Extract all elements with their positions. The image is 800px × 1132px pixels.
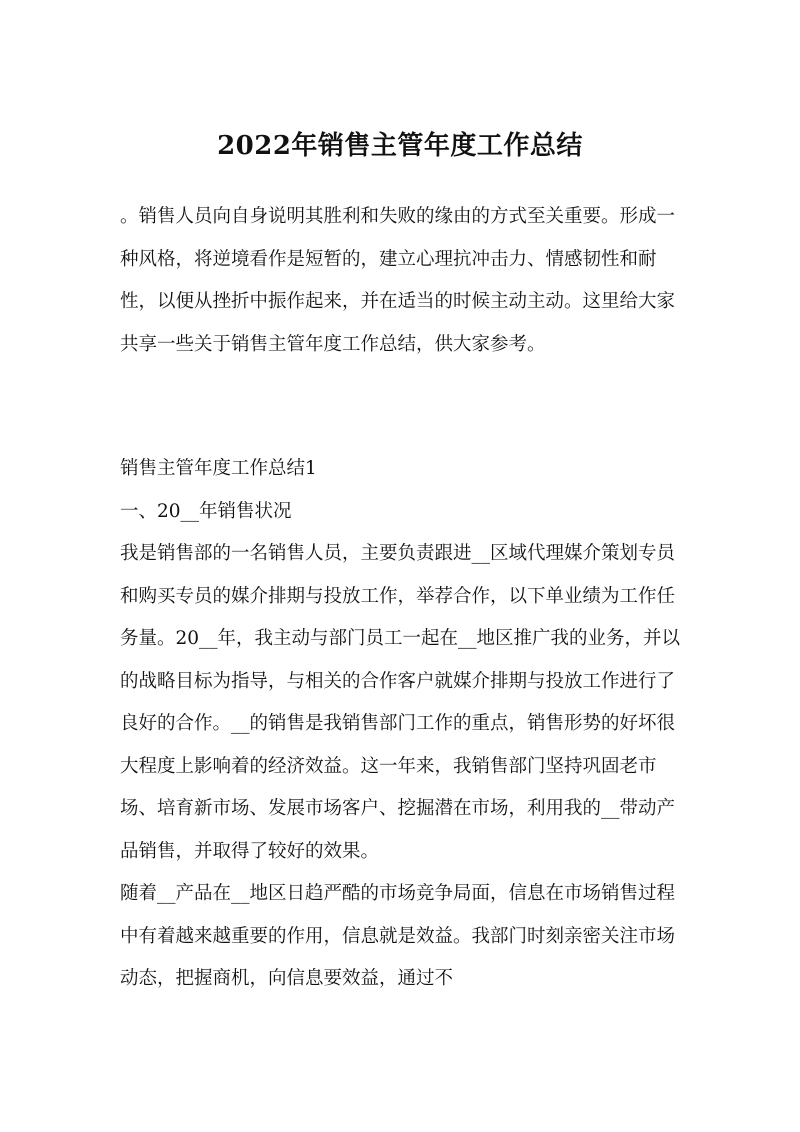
body-paragraph: 我是销售部的一名销售人员，主要负责跟进__区域代理媒介策划专员和购买专员的媒介排期与投放工作，举荐合作，以下单业绩为工作任务量。20__年，我主动与部门员工一起在__地区推广我的业务，并以的战略目标为指导，与相关的合作客户就媒介排期与投放工作进行了良好的合作。__的销售是我销售部门工作的重点，销售形势的好坏很大程度上影响着的经济效益。这一年来，我销售部门坚持巩固老市场、培育新市场、发展市场客户、挖掘潜在市场，利用我的__带动产品销售，并取得了较好的效果。 xyxy=(120,543,681,862)
section-title: 销售主管年度工作总结1 xyxy=(120,458,317,479)
subsection-title: 一、20__年销售状况 xyxy=(120,500,292,522)
intro-paragraph: 。销售人员向自身说明其胜利和失败的缘由的方式至关重要。形成一种风格，将逆境看作是短暂的，建立心理抗冲击力、情感韧性和耐性，以便从挫折中振作起来，并在适当的时候主动主动。这里给大家共享一些关于销售主管年度工作总结，供大家参考。 xyxy=(120,206,676,355)
document-title: 2022年销售主管年度工作总结 xyxy=(217,131,583,161)
body-paragraph: 随着__产品在__地区日趋严酷的市场竞争局面，信息在市场销售过程中有着越来越重要的作用，信息就是效益。我部门时刻亲密关注市场动态，把握商机，向信息要效益，通过不 xyxy=(120,883,676,989)
document-body xyxy=(120,448,688,1001)
